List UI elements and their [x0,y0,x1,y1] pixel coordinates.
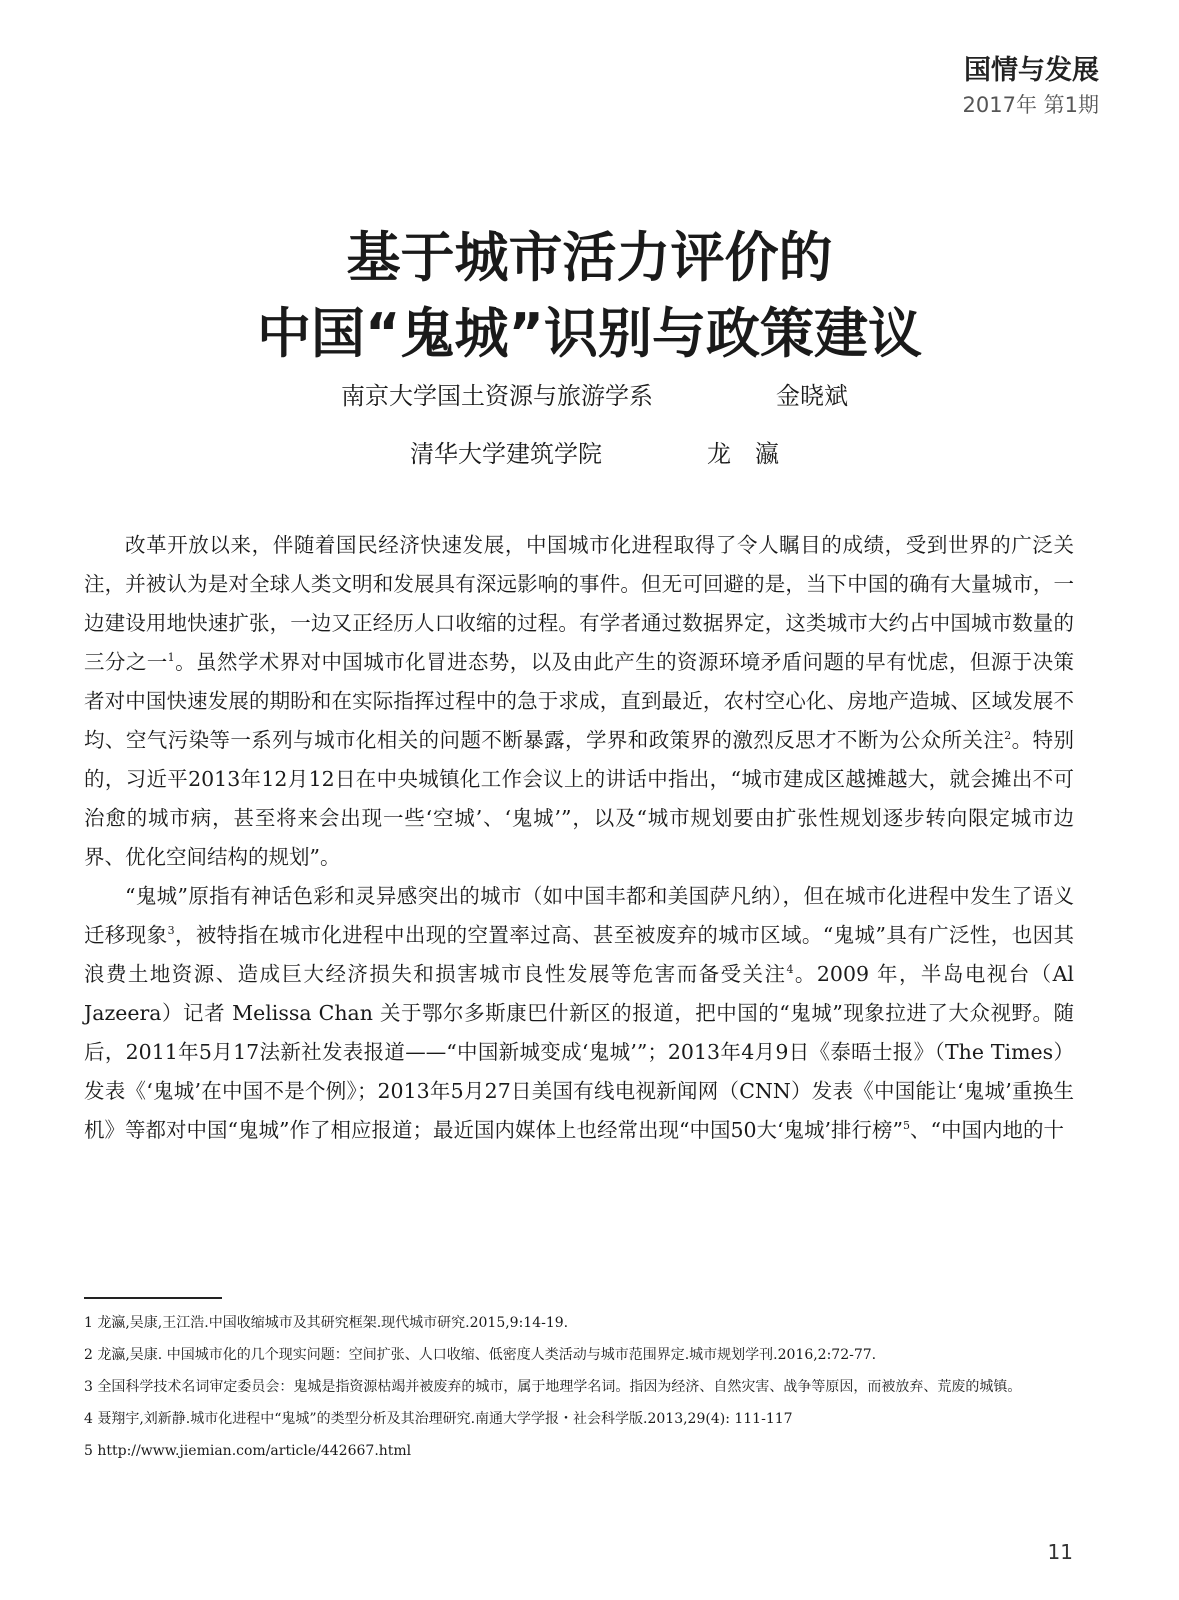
author-affiliation: 清华大学建筑学院 [410,440,602,468]
footnote-1: 1 龙瀛,吴康,王江浩.中国收缩城市及其研究框架.现代城市研究.2015,9:14-19. [84,1315,569,1331]
paragraph-text: 。特别的，习近平2013年12月12日在中央城镇化工作会议上的讲话中指出，“城市建成区越摊越大，就会摊出不可治愈的城市病，甚至将来会出现一些‘空城’、‘鬼城’”，以及“城市规划要由扩张性规划逐步转向限定城市边界、优化空间结构的规划”。 [84,728,1075,869]
author-row-2 [0,436,1179,494]
paragraph-2 [84,877,1074,1150]
paragraph-text: 。虽然学术界对中国城市化冒进态势，以及由此产生的资源环境矛盾问题的早有忧虑，但源于决策者对中国快速发展的期盼和在实际指挥过程中的急于求成，直到最近，农村空心化、房地产造城、区域发展不均、空气污染等一系列与城市化相关的问题不断暴露，学界和政策界的激烈反思才不断为公众所关注 [84,650,1075,752]
author-affiliation: 南京大学国土资源与旅游学系 [341,382,653,410]
footnote-3: 3 全国科学技术名词审定委员会：鬼城是指资源枯竭并被废弃的城市，属于地理学名词。指因为经济、自然灾害、战争等原因，而被放弃、荒废的城镇。 [84,1379,1022,1395]
paragraph-text: ，被特指在城市化进程中出现的空置率过高、甚至被废弃的城市区域。“鬼城”具有广泛性，也因其浪费土地资源、造成巨大经济损失和损害城市良性发展等危害而备受关注 [84,923,1074,986]
issue-label: 2017年 第1期 [962,93,1099,117]
footnote-ref: 4 [786,963,794,977]
article-title [0,220,1179,372]
footnote-2: 2 龙瀛,吴康. 中国城市化的几个现实问题：空间扩张、人口收缩、低密度人类活动与城市范围界定.城市规划学刊.2016,2:72-77. [84,1347,877,1363]
title-line-1: 基于城市活力评价的 [346,226,833,289]
footnote-divider [84,1297,222,1299]
article-body [84,526,1074,1150]
page-number: 11 [1047,1540,1073,1564]
footnote-ref: 1 [167,651,175,665]
paragraph-text: 、“中国内地的十 [910,1118,1065,1142]
footnote-ref: 5 [903,1119,911,1133]
journal-name: 国情与发展 [964,55,1099,86]
paragraph-text: 。2009 年，半岛电视台（Al Jazeera）记者 Melissa Chan 关于鄂尔多斯康巴什新区的报道，把中国的“鬼城”现象拉进了大众视野。随后，2011年5月17法新社发表报道——“中国新城变成‘鬼城’”；2013年4月9日《泰晤士报》（The Times）发表《‘鬼城’在中国不是个例》；2013年5月27日美国有线电视新闻网（CNN）发表《中国能让‘鬼城’重换生机》等都对中国“鬼城”作了相应报道；最近国内媒体上也经常出现“中国50大‘鬼城’排行榜” [84,962,1074,1142]
author-block [0,378,1179,494]
journal-header [963,52,1099,120]
paragraph-1 [84,526,1074,877]
footnotes [84,1313,1074,1473]
paragraph-text: “鬼城”原指有神话色彩和灵异感突出的城市（如中国丰都和美国萨凡纳），但在城市化进程中发生了语义迁移现象 [84,884,1074,947]
footnote-5: 5 http://www.jiemian.com/article/442667.html [84,1443,412,1459]
title-line-2: 中国“鬼城”识别与政策建议 [257,302,922,365]
author-name: 金晓斌 [776,382,848,410]
author-name: 龙 瀛 [707,440,779,468]
footnote-4: 4 聂翔宇,刘新静.城市化进程中“鬼城”的类型分析及其治理研究.南通大学学报・社会科学版.2013,29(4): 111-117 [84,1411,793,1427]
footnote-ref: 2 [1004,729,1012,743]
paragraph-text: 改革开放以来，伴随着国民经济快速发展，中国城市化进程取得了令人瞩目的成绩，受到世界的广泛关注，并被认为是对全球人类文明和发展具有深远影响的事件。但无可回避的是，当下中国的确有大量城市，一边建设用地快速扩张，一边又正经历人口收缩的过程。有学者通过数据界定，这类城市大约占中国城市数量的三分之一 [84,533,1074,674]
footnote-ref: 3 [167,924,175,938]
author-row-1 [0,378,1179,436]
